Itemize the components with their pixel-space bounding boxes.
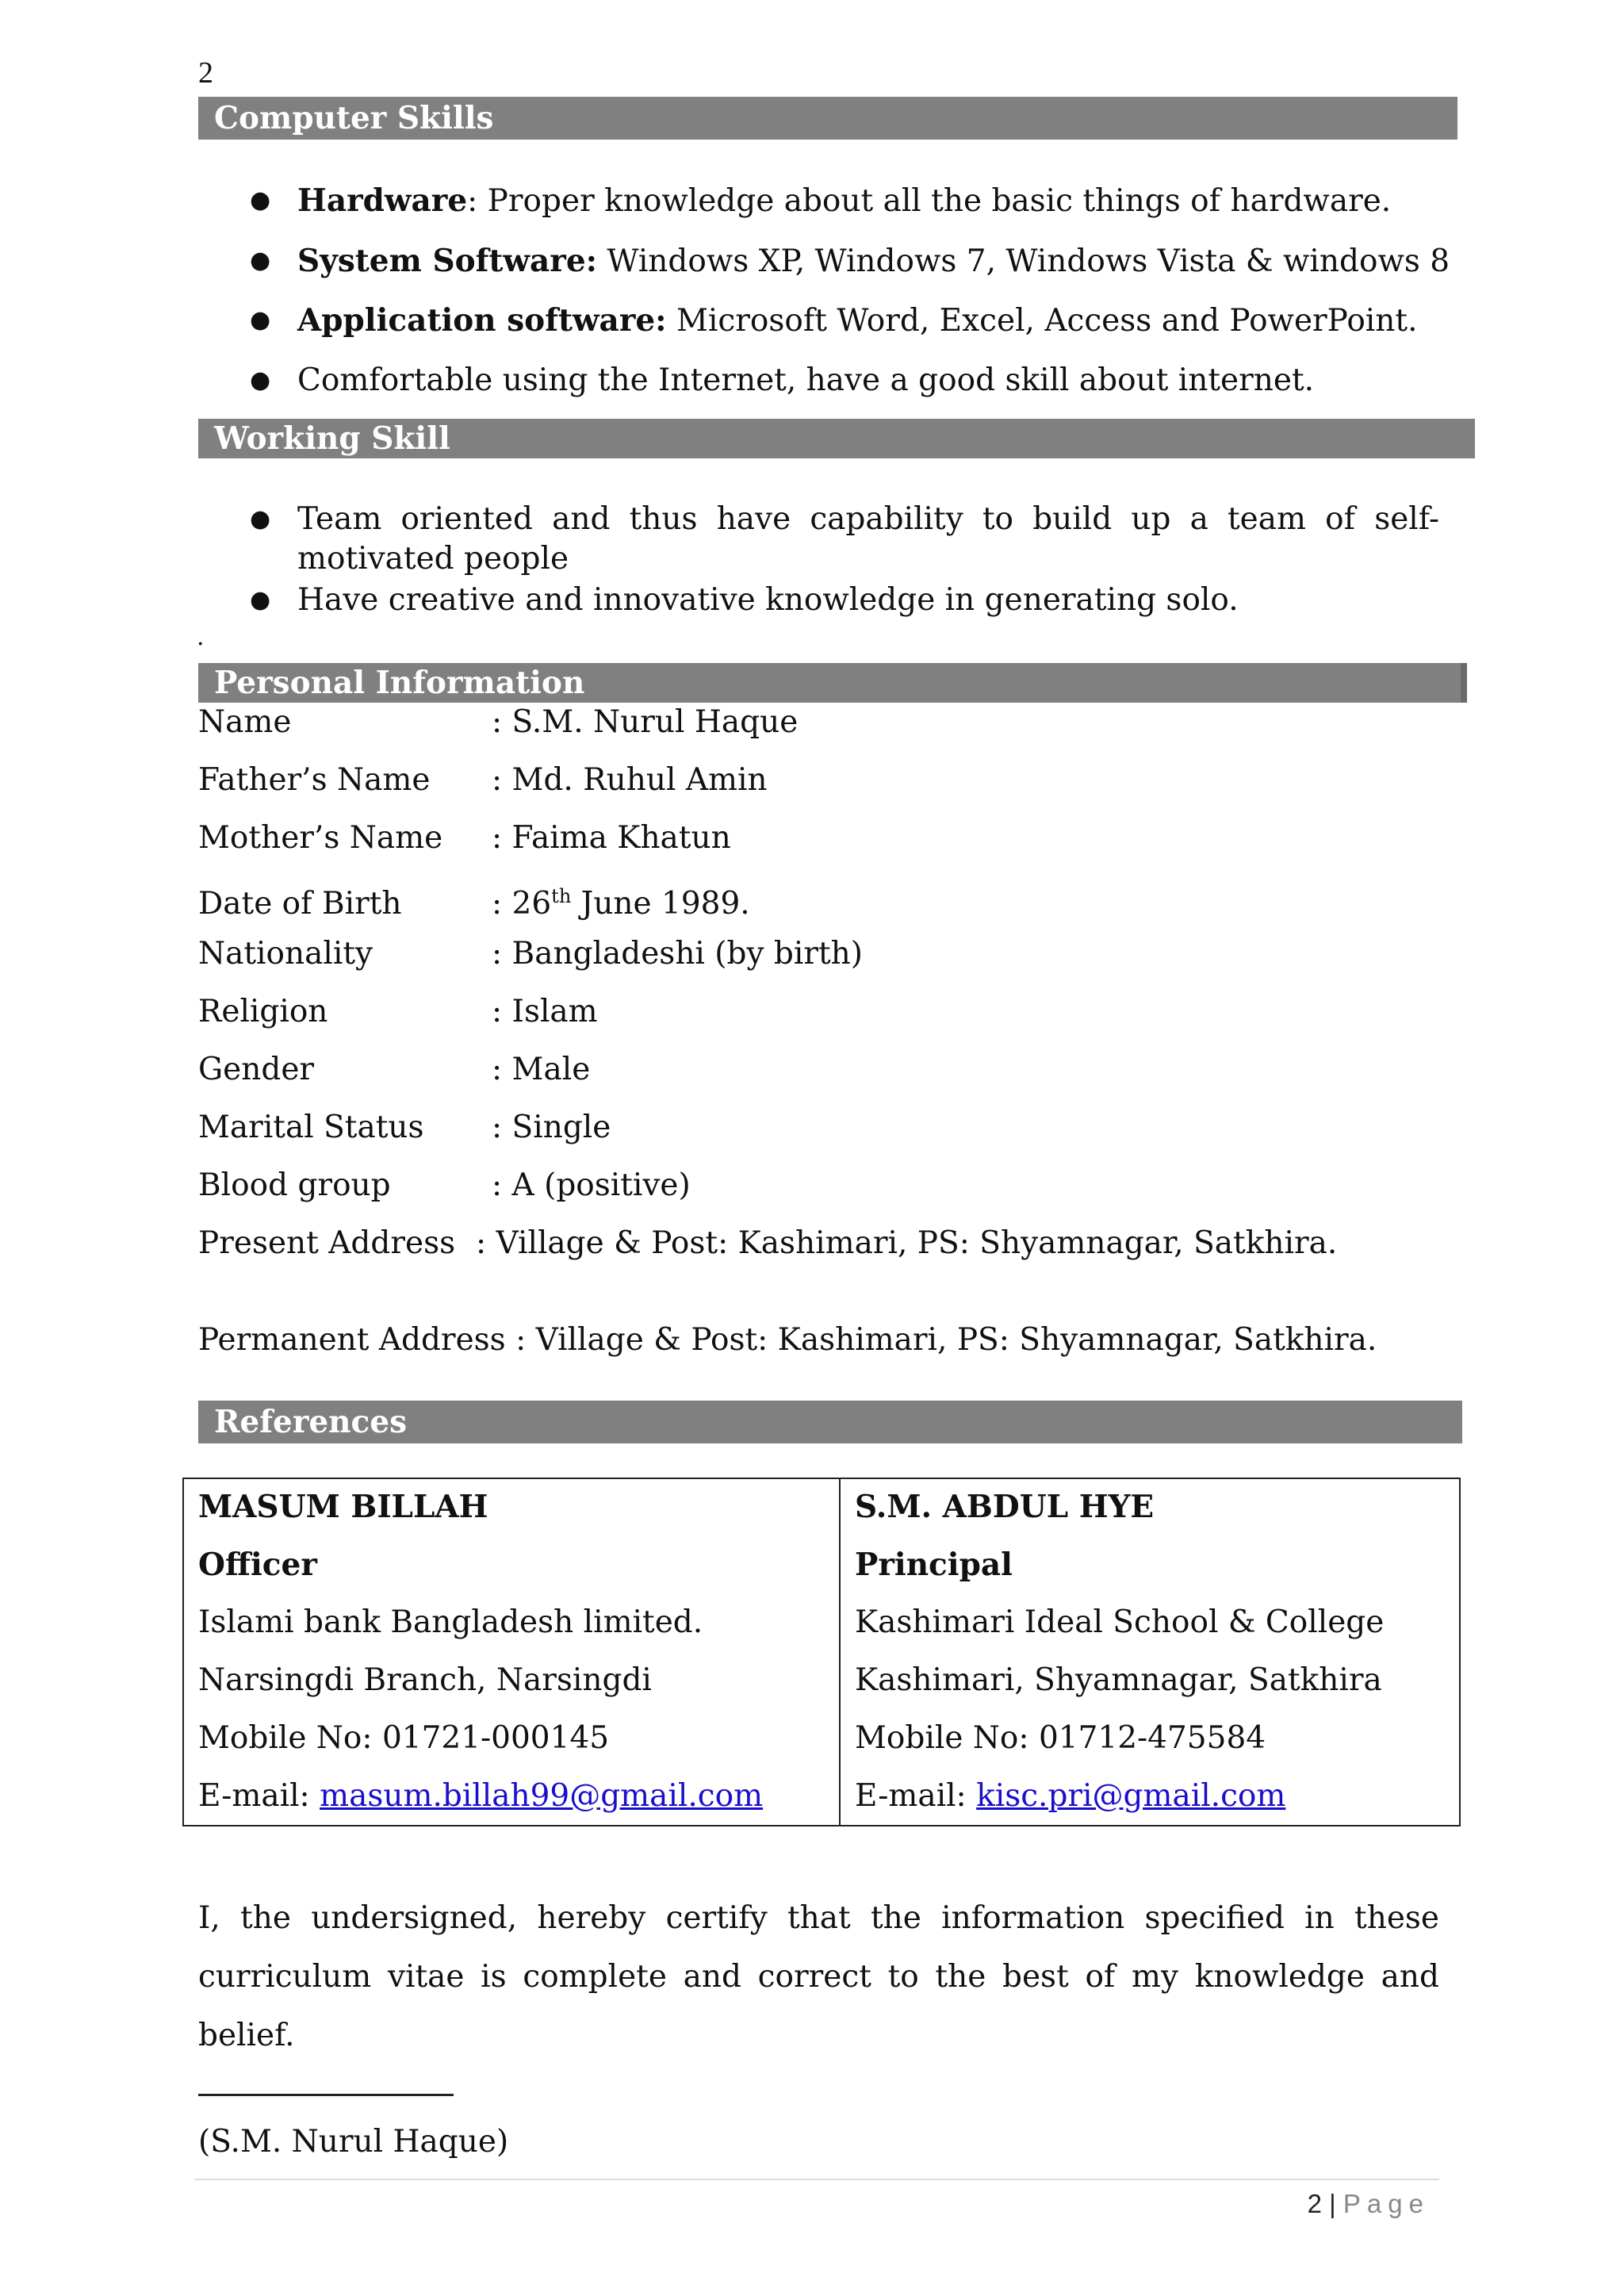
email-link[interactable]: kisc.pri@gmail.com — [976, 1778, 1286, 1814]
info-row-mother — [198, 818, 731, 858]
skill-label: Hardware — [297, 182, 468, 219]
info-row-gender — [198, 1050, 590, 1090]
footer-page-word: Page — [1342, 2189, 1430, 2218]
info-value: June 1989. — [571, 886, 750, 922]
reference-organization: Kashimari Ideal School & College — [855, 1604, 1385, 1640]
list-item — [250, 241, 1450, 282]
table-divider — [839, 1479, 841, 1825]
info-label: Gender — [198, 1052, 315, 1087]
reference-address: Narsingdi Branch, Narsingdi — [198, 1662, 652, 1698]
list-item — [250, 361, 1315, 401]
section-bar-edge — [1461, 663, 1467, 703]
reference-title: Officer — [198, 1547, 317, 1583]
info-row-nationality — [198, 934, 863, 974]
reference-card — [198, 1479, 763, 1826]
info-row-dob — [198, 876, 750, 924]
declaration-text: I, the undersigned, hereby certify that the information specified in these curriculum vitae is complete and correct to the best of my knowledge and belief. — [198, 1900, 1439, 2053]
page-number-top: 2 — [198, 56, 213, 90]
section-title: Computer Skills — [214, 100, 494, 136]
footer-rule — [194, 2179, 1439, 2180]
info-row-marital — [198, 1108, 611, 1148]
reference-address: Kashimari, Shyamnagar, Satkhira — [855, 1662, 1382, 1698]
ordinal-suffix: th — [551, 885, 572, 907]
info-label: Mother’s Name — [198, 820, 443, 856]
skill-text: Windows XP, Windows 7, Windows Vista & windows 8 — [597, 243, 1450, 279]
info-row-name — [198, 703, 798, 742]
bullet-icon: ● — [250, 186, 271, 214]
list-item — [250, 581, 1239, 620]
references-table — [182, 1478, 1461, 1826]
reference-organization: Islami bank Bangladesh limited. — [198, 1604, 703, 1640]
reference-mobile: Mobile No: 01712-475584 — [855, 1720, 1266, 1756]
info-row-blood — [198, 1166, 691, 1205]
section-title: Personal Information — [214, 665, 585, 701]
bullet-icon: ● — [250, 247, 271, 274]
reference-email-row — [198, 1769, 763, 1826]
reference-name: MASUM BILLAH — [198, 1489, 488, 1525]
list-item — [250, 181, 1392, 221]
skill-text: Team oriented and thus have capability to build up a team of self-motivated people — [297, 501, 1439, 577]
bullet-icon: ● — [250, 306, 271, 334]
info-value: : S.M. Nurul Haque — [492, 704, 799, 740]
info-value: : Single — [492, 1110, 611, 1145]
info-value: : A (positive) — [492, 1167, 691, 1203]
info-row-religion — [198, 992, 598, 1032]
info-row-present-address — [198, 1224, 1337, 1263]
info-row-father — [198, 761, 768, 800]
section-header-references — [198, 1401, 1462, 1443]
info-label: Religion — [198, 994, 328, 1029]
list-item — [250, 301, 1418, 341]
skill-text: Have creative and innovative knowledge in generating solo. — [297, 582, 1239, 618]
reference-title: Principal — [855, 1547, 1013, 1583]
section-header-computer-skills — [198, 97, 1457, 140]
skill-text: Comfortable using the Internet, have a good skill about internet. — [297, 362, 1315, 398]
stray-period: . — [197, 623, 205, 651]
info-label: Marital Status — [198, 1110, 424, 1145]
info-label: Date of Birth — [198, 886, 402, 922]
bullet-icon: ● — [250, 366, 271, 394]
skill-text: Microsoft Word, Excel, Access and PowerPoint. — [666, 303, 1418, 339]
footer-number: 2 — [1307, 2189, 1322, 2218]
footer-separator: | — [1322, 2189, 1343, 2218]
reference-card — [855, 1479, 1384, 1826]
signature-name: (S.M. Nurul Haque) — [198, 2124, 509, 2160]
signature-line — [198, 2094, 454, 2096]
skill-label: Application software: — [297, 302, 667, 339]
info-label: Father’s Name — [198, 762, 431, 798]
info-value: : Village & Post: Kashimari, PS: Shyamnagar, Satkhira. — [476, 1225, 1338, 1261]
info-label: Nationality — [198, 936, 373, 972]
bullet-icon: ● — [250, 586, 271, 614]
section-title: Working Skill — [214, 420, 450, 457]
info-value: : Male — [492, 1052, 591, 1087]
reference-name: S.M. ABDUL HYE — [855, 1489, 1155, 1525]
info-value: : Md. Ruhul Amin — [492, 762, 768, 798]
email-label: E-mail: — [855, 1778, 977, 1814]
section-header-personal-information — [198, 663, 1467, 703]
footer-page-number — [1308, 2189, 1430, 2219]
list-item — [250, 500, 1439, 579]
skill-text: : Proper knowledge about all the basic things of hardware. — [467, 183, 1392, 219]
email-label: E-mail: — [198, 1778, 320, 1814]
info-label: Present Address — [198, 1225, 456, 1261]
info-label: Name — [198, 704, 292, 740]
info-value: : Faima Khatun — [492, 820, 731, 856]
info-value: : Islam — [492, 994, 598, 1029]
info-label: Blood group — [198, 1167, 391, 1203]
info-value: : Bangladeshi (by birth) — [492, 936, 863, 972]
section-title: References — [214, 1404, 408, 1440]
bullet-icon: ● — [250, 505, 271, 533]
section-header-working-skill — [198, 419, 1475, 458]
skill-label: System Software: — [297, 243, 598, 279]
reference-email-row — [855, 1769, 1384, 1826]
info-row-permanent-address: Permanent Address : Village & Post: Kashimari, PS: Shyamnagar, Satkhira. — [198, 1322, 1377, 1358]
reference-mobile: Mobile No: 01721-000145 — [198, 1720, 610, 1756]
info-value: : 26 — [492, 886, 552, 922]
email-link[interactable]: masum.billah99@gmail.com — [320, 1778, 764, 1814]
